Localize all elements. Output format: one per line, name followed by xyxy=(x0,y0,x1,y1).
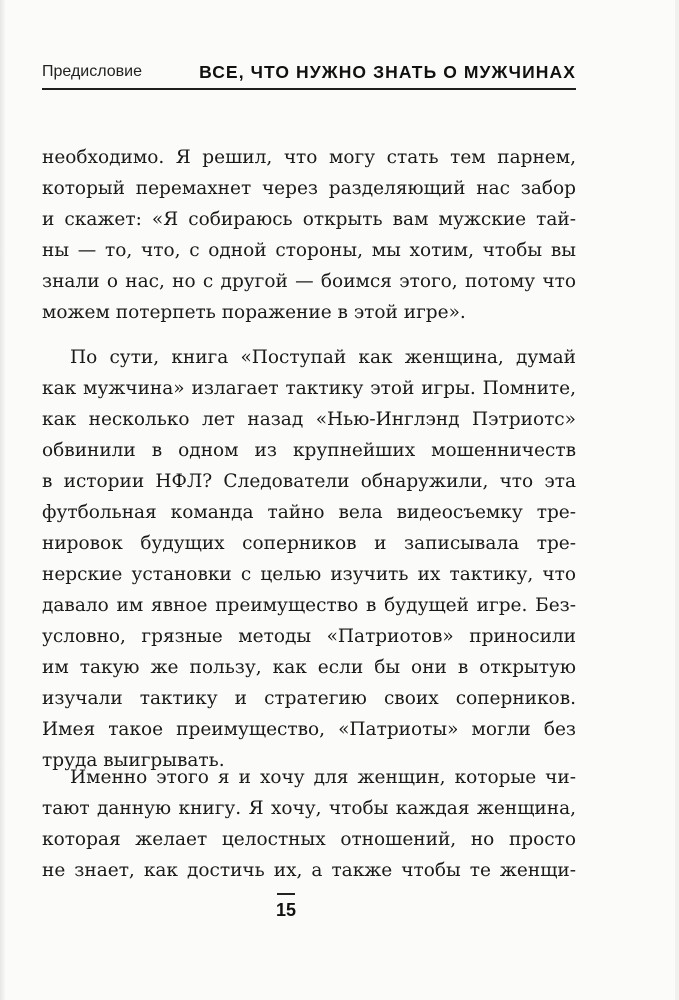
text-line: можем потерпеть поражение в этой игре». xyxy=(42,302,466,323)
text-line: знали о нас, но с другой — боимся этого, потому что xyxy=(42,271,576,292)
text-line: давало им явное преимущество в будущей игре. Без- xyxy=(42,595,576,616)
text-line: обвинили в одном из крупнейших мошенничеств xyxy=(42,440,576,461)
text-line: в истории НФЛ? Следователи обнаружили, что эта xyxy=(42,471,576,492)
section-name: Предисловие xyxy=(42,63,142,80)
page-number-rule xyxy=(277,893,295,895)
text-line: труда выигрывать. xyxy=(42,750,225,771)
paragraph-3 xyxy=(42,762,576,886)
book-title: ВСЕ, ЧТО НУЖНО ЗНАТЬ О МУЖЧИНАХ xyxy=(199,62,576,82)
text-line: Имея такое преимущество, «Патриоты» могли без xyxy=(42,719,576,740)
text-line: условно, грязные методы «Патриотов» приносили xyxy=(42,626,576,647)
text-line: Именно этого я и хочу для женщин, которые чи- xyxy=(70,767,576,788)
page-edge xyxy=(675,0,679,1000)
text-line: и скажет: «Я собираюсь открыть вам мужские тай- xyxy=(42,209,576,230)
text-line: как несколько лет назад «Нью-Инглэнд Пэтриотс» xyxy=(42,409,576,430)
page-gutter-shadow xyxy=(0,0,6,1000)
text-line: футбольная команда тайно вела видеосъемку тре- xyxy=(42,502,576,523)
text-line: им такую же пользу, как если бы они в открытую xyxy=(42,657,576,678)
text-line: ны — то, что, с одной стороны, мы хотим, чтобы вы xyxy=(42,240,576,261)
text-line: тают данную книгу. Я хочу, чтобы каждая женщина, xyxy=(42,798,576,819)
text-line: нировок будущих соперников и записывала тре- xyxy=(42,533,576,554)
page-number: 15 xyxy=(275,900,297,920)
paragraph-2 xyxy=(42,342,576,776)
text-line: нерские установки с целью изучить их тактику, что xyxy=(42,564,576,585)
text-line: изучали тактику и стратегию своих соперников. xyxy=(42,688,576,709)
text-line: не знает, как достичь их, а также чтобы те женщи- xyxy=(42,860,576,881)
text-line: как мужчина» излагает тактику этой игры. Помните, xyxy=(42,378,576,399)
text-line: необходимо. Я решил, что могу стать тем парнем, xyxy=(42,147,576,168)
text-line: По сути, книга «Поступай как женщина, думай xyxy=(70,347,576,368)
running-header xyxy=(42,60,576,90)
text-line: которая желает целостных отношений, но просто xyxy=(42,829,576,850)
paragraph-1 xyxy=(42,142,576,328)
text-line: который перемахнет через разделяющий нас забор xyxy=(42,178,576,199)
